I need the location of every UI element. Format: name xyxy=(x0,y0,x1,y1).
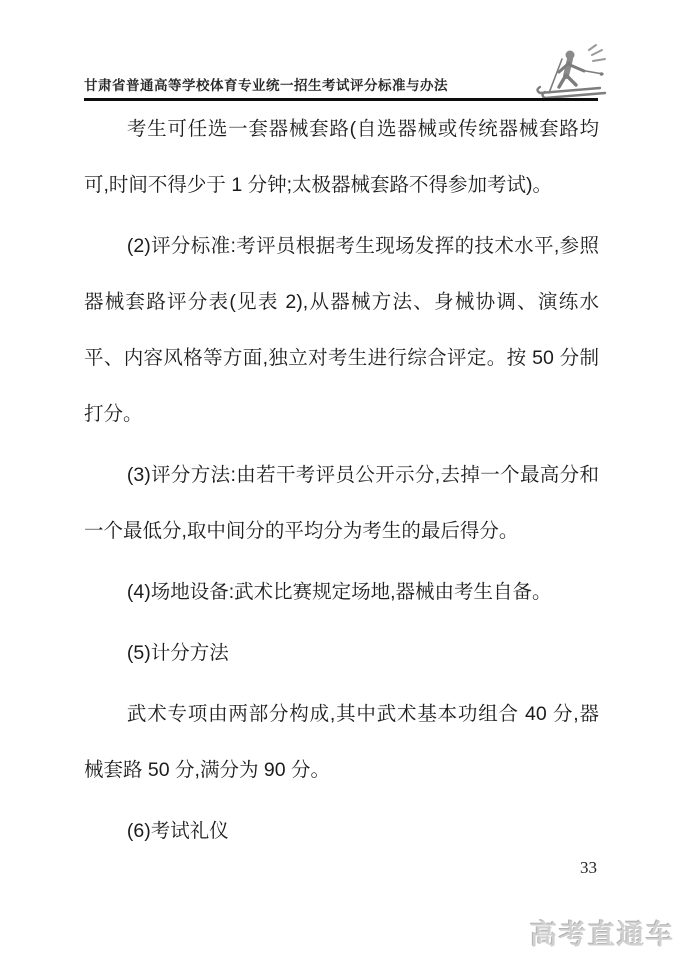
skier-logo-icon xyxy=(532,42,610,100)
paragraph: (2)评分标准:考评员根据考生现场发挥的技术水平,参照器械套路评分表(见表 2),从器械方法、身械协调、演练水平、内容风格等方面,独立对考生进行综合评定。按 50 分制打分。 xyxy=(84,235,599,425)
paragraph: 考生可任选一套器械套路(自选器械或传统器械套路均可,时间不得少于 1 分钟;太极器械套路不得参加考试)。 xyxy=(84,118,599,196)
watermark-text: 高考直通车 xyxy=(530,920,675,950)
paragraph: (4)场地设备:武术比赛规定场地,器械由考生自备。 xyxy=(126,581,552,603)
paragraph: (6)考试礼仪 xyxy=(126,820,229,842)
paragraph: (5)计分方法 xyxy=(126,642,229,664)
paragraph: (3)评分方法:由若干考评员公开示分,去掉一个最高分和一个最低分,取中间分的平均分为考生的最后得分。 xyxy=(84,464,599,542)
header-title: 甘肃省普通高等学校体育专业统一招生考试评分标准与办法 xyxy=(84,78,448,93)
paragraph: 武术专项由两部分构成,其中武术基本功组合 40 分,器械套路 50 分,满分为 90 分。 xyxy=(84,703,599,781)
page-number: 33 xyxy=(580,858,597,877)
document-body xyxy=(84,101,599,864)
